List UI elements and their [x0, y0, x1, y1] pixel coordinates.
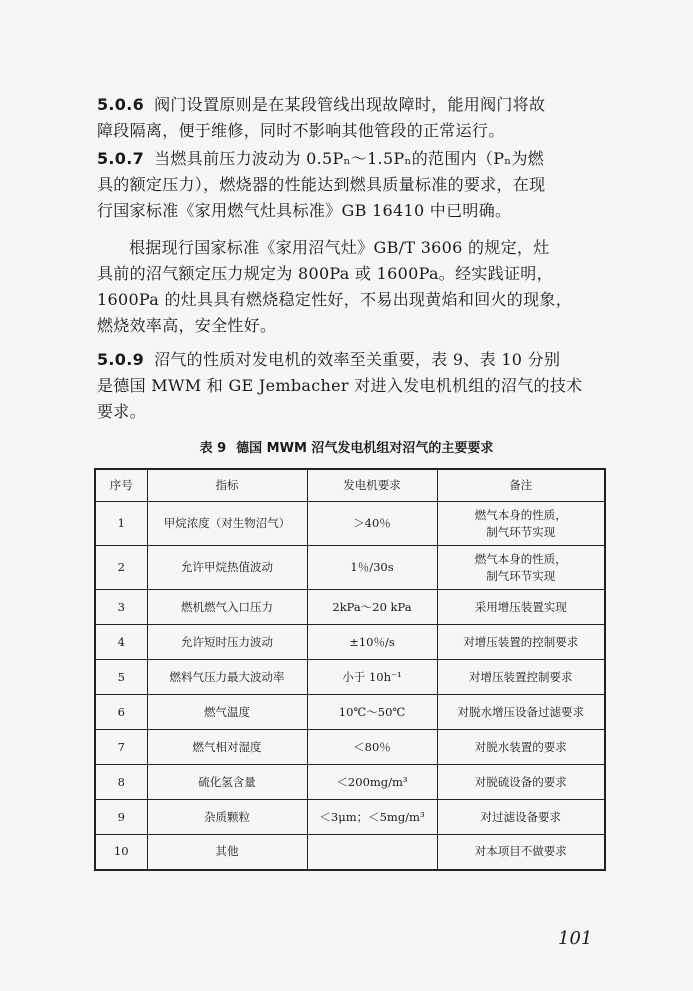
cell-requirement [307, 835, 437, 870]
paragraph-body [97, 235, 607, 339]
clause-number: 5.0.7 [97, 149, 145, 168]
table-row [95, 765, 605, 800]
cell-index: 10 [95, 835, 147, 870]
cell-indicator: 燃料气压力最大波动率 [147, 660, 307, 695]
cell-requirement: 小于 10h⁻¹ [307, 660, 437, 695]
cell-requirement: 1％/30s [307, 546, 437, 590]
cell-index: 5 [95, 660, 147, 695]
cell-remarks: 采用增压装置实现 [437, 590, 605, 625]
table-row [95, 800, 605, 835]
header-indicator: 指标 [147, 469, 307, 502]
cell-indicator: 燃气温度 [147, 695, 307, 730]
header-generator-requirement: 发电机要求 [307, 469, 437, 502]
cell-index: 4 [95, 625, 147, 660]
table-title: 德国 MWM 沼气发电机组对沼气的主要要求 [236, 441, 494, 456]
cell-indicator: 其他 [147, 835, 307, 870]
cell-remarks: 对过滤设备要求 [437, 800, 605, 835]
cell-index: 7 [95, 730, 147, 765]
cell-indicator: 允许短时压力波动 [147, 625, 307, 660]
text-line: 具前的沼气额定压力规定为 800Pa 或 1600Pa。经实践证明， [97, 264, 553, 283]
text-line: 行国家标准《家用燃气灶具标准》GB 16410 中已明确。 [97, 201, 512, 220]
text-line: 具的额定压力），燃烧器的性能达到燃具质量标准的要求，在现 [97, 175, 546, 194]
cell-indicator: 燃机燃气入口压力 [147, 590, 307, 625]
table-row [95, 730, 605, 765]
cell-remarks: 对增压装置控制要求 [437, 660, 605, 695]
cell-index: 1 [95, 502, 147, 546]
requirements-table [94, 468, 606, 871]
table-caption [0, 437, 693, 456]
table-row [95, 625, 605, 660]
cell-requirement: 2kPa～20 kPa [307, 590, 437, 625]
paragraph-5-0-9 [97, 347, 607, 425]
text-line: 阀门设置原则是在某段管线出现故障时，能用阀门将故 [154, 95, 546, 114]
cell-remarks: 对脱硫设备的要求 [437, 765, 605, 800]
clause-number: 5.0.9 [97, 350, 145, 369]
table-row [95, 835, 605, 870]
table-row [95, 546, 605, 590]
text-line: 沼气的性质对发电机的效率至关重要，表 9、表 10 分别 [154, 350, 561, 369]
page-number: 101 [558, 928, 593, 949]
text-line: 根据现行国家标准《家用沼气灶》GB/T 3606 的规定，灶 [129, 238, 550, 257]
cell-remarks: 对增压装置的控制要求 [437, 625, 605, 660]
cell-index: 2 [95, 546, 147, 590]
header-remarks: 备注 [437, 469, 605, 502]
cell-requirement: ＞40％ [307, 502, 437, 546]
table-number: 表 9 [199, 441, 227, 456]
cell-requirement: ＜200mg/m³ [307, 765, 437, 800]
table-row [95, 590, 605, 625]
table-row [95, 695, 605, 730]
paragraph-5-0-6 [97, 92, 607, 144]
cell-requirement: ±10％/s [307, 625, 437, 660]
cell-index: 8 [95, 765, 147, 800]
cell-remarks: 燃气本身的性质， 制气环节实现 [437, 546, 605, 590]
cell-index: 3 [95, 590, 147, 625]
cell-indicator: 杂质颗粒 [147, 800, 307, 835]
text-line: 要求。 [97, 402, 146, 421]
text-line: 障段隔离，便于维修，同时不影响其他管段的正常运行。 [97, 121, 505, 140]
table-row [95, 660, 605, 695]
table-row [95, 502, 605, 546]
cell-requirement: ＜3μm；＜5mg/m³ [307, 800, 437, 835]
cell-remarks: 对脱水增压设备过滤要求 [437, 695, 605, 730]
cell-remarks: 燃气本身的性质， 制气环节实现 [437, 502, 605, 546]
cell-index: 9 [95, 800, 147, 835]
cell-remarks: 对脱水装置的要求 [437, 730, 605, 765]
text-line: 当燃具前压力波动为 0.5Pₙ～1.5Pₙ的范围内（Pₙ为燃 [154, 149, 545, 168]
cell-indicator: 硫化氢含量 [147, 765, 307, 800]
cell-indicator: 允许甲烷热值波动 [147, 546, 307, 590]
cell-requirement: ＜80％ [307, 730, 437, 765]
table-header-row [95, 469, 605, 502]
text-line: 1600Pa 的灶具具有燃烧稳定性好，不易出现黄焰和回火的现象， [97, 290, 572, 309]
cell-requirement: 10℃～50℃ [307, 695, 437, 730]
cell-indicator: 甲烷浓度（对生物沼气） [147, 502, 307, 546]
header-index: 序号 [95, 469, 147, 502]
text-line: 是德国 MWM 和 GE Jembacher 对进入发电机机组的沼气的技术 [97, 376, 583, 395]
cell-remarks: 对本项目不做要求 [437, 835, 605, 870]
text-line: 燃烧效率高，安全性好。 [97, 316, 277, 335]
clause-number: 5.0.6 [97, 95, 145, 114]
paragraph-5-0-7 [97, 146, 607, 224]
cell-indicator: 燃气相对湿度 [147, 730, 307, 765]
cell-index: 6 [95, 695, 147, 730]
